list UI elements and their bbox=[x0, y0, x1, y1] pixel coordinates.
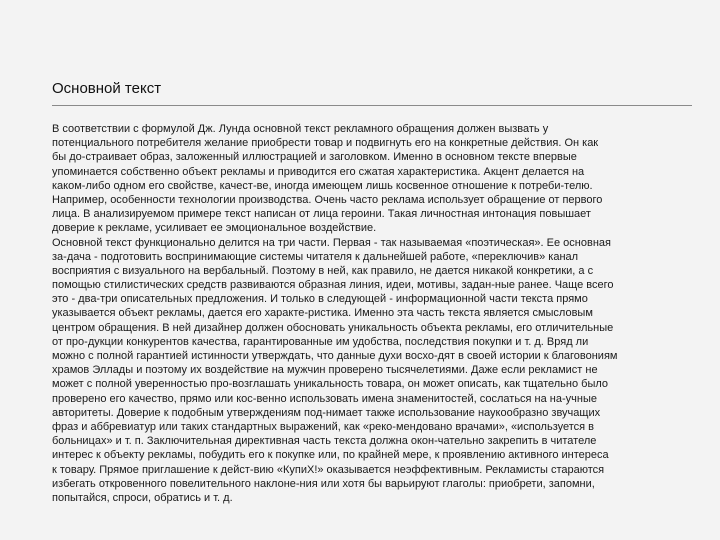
slide-title: Основной текст bbox=[52, 80, 162, 97]
body-line: за-дача - подготовить воспринимающие системы читателя к дальнейшей работе, «переключив» канал bbox=[52, 250, 579, 263]
body-line: помощью стилистических средств развиваются образная линия, идеи, мотивы, задан-ные ранее. Чаще всего bbox=[52, 279, 614, 292]
body-line: Например, особенности технологии производства. Очень часто реклама использует обращение от первого bbox=[52, 193, 603, 206]
body-line: центром обращения. В ней дизайнер должен обосновать уникальность объекта рекламы, его отличительные bbox=[52, 321, 614, 334]
body-line: восприятия с визуального на вербальный. Поэтому в ней, как правило, не дается никакой конкретики, а с bbox=[52, 264, 594, 277]
body-line: храмов Эллады и поэтому их воздействие на мужчин проверено тысячелетиями. Даже если рекламист не bbox=[52, 364, 598, 377]
body-line: это - два-три описательных предложения. И только в следующей - информационной части текста прямо bbox=[52, 293, 588, 306]
title-divider bbox=[52, 105, 692, 106]
body-text bbox=[52, 122, 702, 505]
body-line: потенциального потребителя желание приобрести товар и подвигнуть его на конкретные действия. Он как bbox=[52, 137, 599, 150]
body-line: избегать откровенного повелительного наклоне-ния или хотя бы варьируют глаголы: приобрети, запомни, bbox=[52, 477, 595, 490]
body-line: больницах» и т. п. Заключительная директивная часть текста должна окон-чательно закрепить в читателе bbox=[52, 435, 597, 448]
body-line: попытайся, спроси, обратись и т. д. bbox=[52, 491, 233, 504]
body-line: каком-либо одном его свойстве, качест-ве, иногда имеющем лишь косвенное отношение к потреби-телю. bbox=[52, 179, 593, 192]
body-line: к товару. Прямое приглашение к дейст-вию «КупиХ!» оказывается неэффективным. Рекламисты стараются bbox=[52, 463, 605, 476]
body-line: авторитеты. Доверие к подобным утверждениям под-нимает также использование наукообразно звучащих bbox=[52, 406, 601, 419]
body-line: проверено его качество, прямо или кос-венно использовать имена знаменитостей, сослаться на на-учные bbox=[52, 392, 597, 405]
body-line: упоминается собственно объект рекламы и приводится его сжатая характеристика. Акцент делается на bbox=[52, 165, 585, 178]
body-line: Основной текст функционально делится на три части. Первая - так называемая «поэтическая». Ее основная bbox=[52, 236, 611, 249]
body-line: фраз и аббревиатур или таких стандартных выражений, как «реко-мендовано врачами», «используется в bbox=[52, 420, 595, 433]
body-line: может с полной уверенностью про-возглашать уникальность товара, он может описать, как тщательно было bbox=[52, 378, 609, 391]
body-line: от про-дукции конкурентов качества, гарантированные им удобства, последствия покупки и т. д. Вряд ли bbox=[52, 335, 589, 348]
body-line: лица. В анализируемом примере текст написан от лица героини. Такая личностная интонация повышает bbox=[52, 208, 591, 221]
body-line: можно с полной гарантией истинности утверждать, что данные духи восхо-дят в своей истории к благовониям bbox=[52, 350, 618, 362]
body-line: указывается объект рекламы, дается его характе-ристика. Именно эта часть текста является смысловым bbox=[52, 307, 593, 320]
body-line: доверие к рекламе, усиливает ее эмоциональное воздействие. bbox=[52, 222, 377, 235]
body-line: В соответствии с формулой Дж. Лунда основной текст рекламного обращения должен вызвать у bbox=[52, 123, 549, 135]
body-line: интерес к объекту рекламы, побудить его к покупке или, по крайней мере, к проявлению активного интереса bbox=[52, 449, 609, 462]
body-line: бы до-страивает образ, заложенный иллюстрацией и заголовком. Именно в основном тексте впервые bbox=[52, 151, 577, 164]
